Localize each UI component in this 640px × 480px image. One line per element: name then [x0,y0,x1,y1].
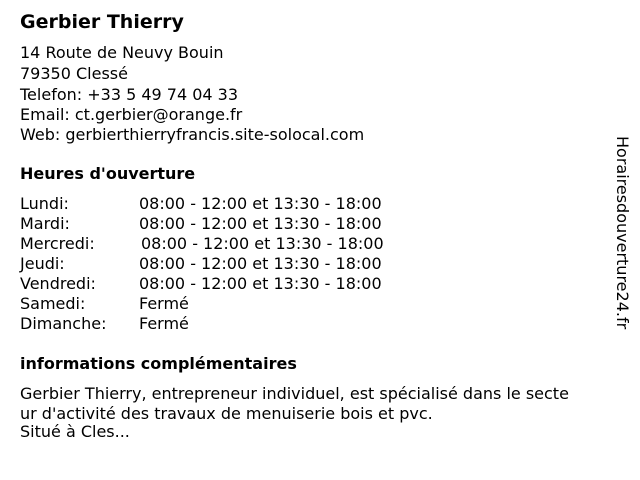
day-label: Vendredi: [20,274,96,293]
hours-heading: Heures d'ouverture [20,164,196,183]
address-street: 14 Route de Neuvy Bouin [20,43,224,62]
address-city: 79350 Clessé [20,64,128,83]
hours-value: 08:00 - 12:00 et 13:30 - 18:00 [139,254,382,273]
day-label: Jeudi: [20,254,65,273]
business-name: Gerbier Thierry [20,11,184,33]
hours-value: 08:00 - 12:00 et 13:30 - 18:00 [139,214,382,233]
description-line: ur d'activité des travaux de menuiserie bois et pvc. [20,404,433,423]
hours-value: Fermé [139,314,189,333]
day-label: Dimanche: [20,314,107,333]
hours-value: 08:00 - 12:00 et 13:30 - 18:00 [139,274,382,293]
email-text: Email: ct.gerbier@orange.fr [20,105,243,124]
site-watermark: Horairesdouverture24.fr [613,136,632,330]
hours-value: Fermé [139,294,189,313]
hours-value: 08:00 - 12:00 et 13:30 - 18:00 [141,234,384,253]
description-line: Gerbier Thierry, entrepreneur individuel, est spécialisé dans le secte [20,384,569,403]
day-label: Samedi: [20,294,86,313]
website-text: Web: gerbierthierryfrancis.site-solocal.com [20,125,365,144]
hours-value: 08:00 - 12:00 et 13:30 - 18:00 [139,194,382,213]
phone-text: Telefon: +33 5 49 74 04 33 [20,85,239,104]
description-line: Situé à Cles... [20,422,130,441]
details-heading: informations complémentaires [20,354,297,373]
day-label: Mardi: [20,214,70,233]
day-label: Lundi: [20,194,69,213]
day-label: Mercredi: [20,234,95,253]
